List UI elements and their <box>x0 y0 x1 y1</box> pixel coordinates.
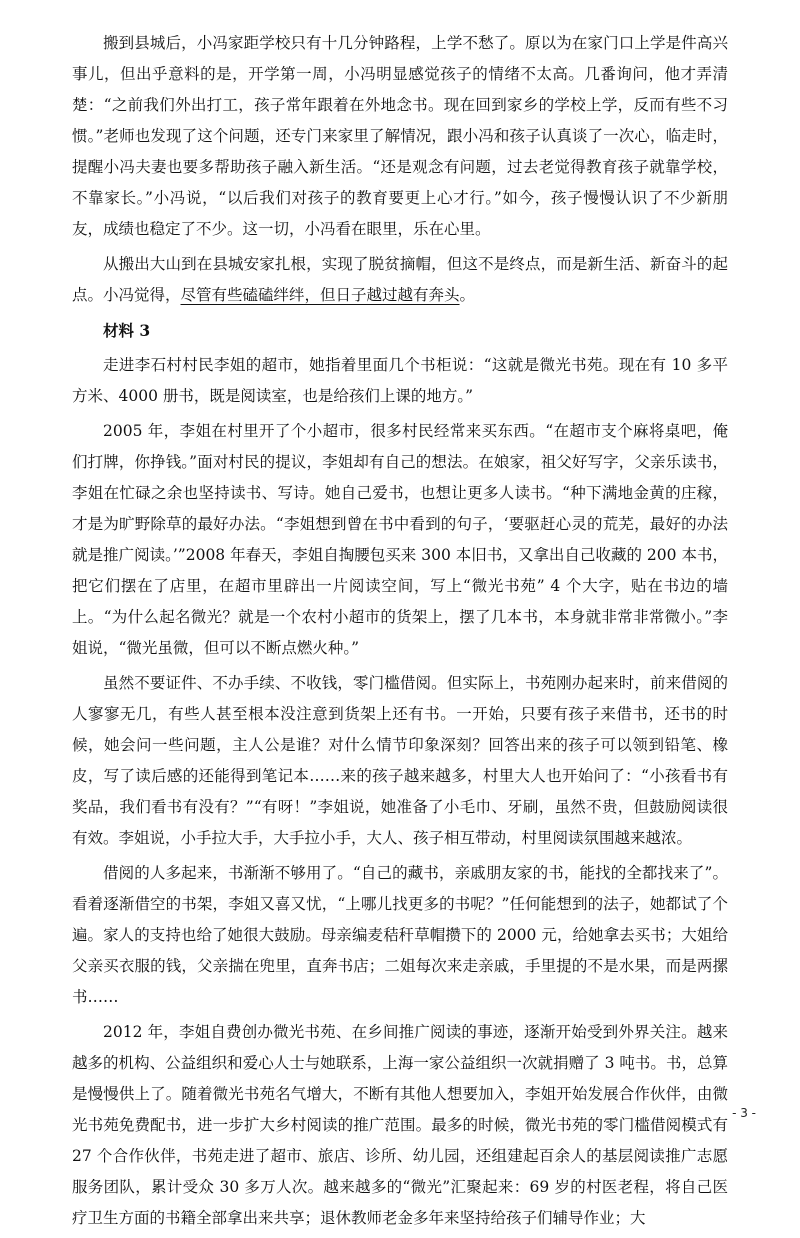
page-number: - 3 - <box>732 1106 756 1120</box>
underlined-sentence: 尽管有些磕磕绊绊，但日子越过越有奔头 <box>180 286 460 304</box>
paragraph-material2-2 <box>72 249 728 311</box>
section-heading-material3: 材料 3 <box>103 321 151 340</box>
paragraph-text: 从搬出大山到在县城安家扎根，实现了脱贫摘帽，但这不是终点，而是新生活、新奋斗的起点。小冯觉得， <box>72 255 728 304</box>
paragraph-material3-4: 借阅的人多起来，书渐渐不够用了。“自己的藏书，亲戚朋友家的书，能找的全都找来了”。看着逐渐借空的书架，李姐又喜又忧，“上哪儿找更多的书呢？”任何能想到的法子，她都试了个遍。家人的支持也给了她很大鼓励。母亲编麦秸秆草帽攒下的 2000 元，给她拿去买书；大姐给父亲买衣服的钱，父亲揣在兜里，直奔书店；二姐每次来走亲戚，手里提的不是水果，而是两摞书…… <box>72 864 728 1006</box>
paragraph-material3-1: 走进李石村村民李姐的超市，她指着里面几个书柜说：“这就是微光书苑。现在有 10 多平方米、4000 册书，既是阅读室，也是给孩们上课的地方。” <box>72 356 728 405</box>
document-page <box>72 28 728 1238</box>
paragraph-text-end: 。 <box>459 286 476 304</box>
paragraph-material3-2: 2005 年，李姐在村里开了个小超市，很多村民经常来买东西。“在超市支个麻将桌吧，俺们打牌，你挣钱。”面对村民的提议，李姐却有自己的想法。在娘家，祖父好写字，父亲乐读书，李姐在忙碌之余也坚持读书、写诗。她自己爱书，也想让更多人读书。“种下满地金黄的庄稼，才是为旷野除草的最好办法。“李姐想到曾在书中看到的句子，‘要驱赶心灵的荒芜，最好的办法就是推广阅读。’”2008 年春天，李姐自掏腰包买来 300 本旧书，又拿出自己收藏的 200 本书，把它们摆在了店里，在超市里辟出一片阅读空间，写上“微光书苑” 4 个大字，贴在书边的墙上。“为什么起名微光？就是一个农村小超市的货架上，摆了几本书，本身就非常非常微小。”李姐说，“微光虽微，但可以不断点燃火种。” <box>72 422 728 657</box>
paragraph-material3-5: 2012 年，李姐自费创办微光书苑、在乡间推广阅读的事迹，逐渐开始受到外界关注。越来越多的机构、公益组织和爱心人士与她联系，上海一家公益组织一次就捐赠了 3 吨书。书，总算是慢慢供上了。随着微光书苑名气增大，不断有其他人想要加入，李姐开始发展合作伙伴，由微光书苑免费配书，进一步扩大乡村阅读的推广范围。最多的时候，微光书苑的零门槛借阅模式有 27 个合作伙伴，书苑走进了超市、旅店、诊所、幼儿园，还组建起百余人的基层阅读推广志愿服务团队，累计受众 30 多万人次。越来越多的“微光”汇聚起来：69 岁的村医老程，将自己医疗卫生方面的书籍全部拿出来共享；退休教师老金多年来坚持给孩子们辅导作业；大 <box>72 1023 728 1227</box>
paragraph-material3-3: 虽然不要证件、不办手续、不收钱，零门槛借阅。但实际上，书苑刚办起来时，前来借阅的人寥寥无几，有些人甚至根本没注意到货架上还有书。一开始，只要有孩子来借书，还书的时候，她会问一些问题，主人公是谁？对什么情节印象深刻？回答出来的孩子可以领到铅笔、橡皮，写了读后感的还能得到笔记本……来的孩子越来越多，村里大人也开始问了：“小孩看书有奖品，我们看书有没有？”“有呀！”李姐说，她准备了小毛巾、牙刷，虽然不贵，但鼓励阅读很有效。李姐说，小手拉大手，大手拉小手，大人、孩子相互带动，村里阅读氛围越来越浓。 <box>72 674 728 847</box>
paragraph-material2-1: 搬到县城后，小冯家距学校只有十几分钟路程，上学不愁了。原以为在家门口上学是件高兴事儿，但出乎意料的是，开学第一周，小冯明显感觉孩子的情绪不太高。几番询问，他才弄清楚：“之前我们外出打工，孩子常年跟着在外地念书。现在回到家乡的学校上学，反而有些不习惯。”老师也发现了这个问题，还专门来家里了解情况，跟小冯和孩子认真谈了一次心，临走时，提醒小冯夫妻也要多帮助孩子融入新生活。“还是观念有问题，过去老觉得教育孩子就靠学校，不靠家长。”小冯说，“以后我们对孩子的教育要更上心才行。”如今，孩子慢慢认识了不少新朋友，成绩也稳定了不少。这一切，小冯看在眼里，乐在心里。 <box>72 34 728 238</box>
